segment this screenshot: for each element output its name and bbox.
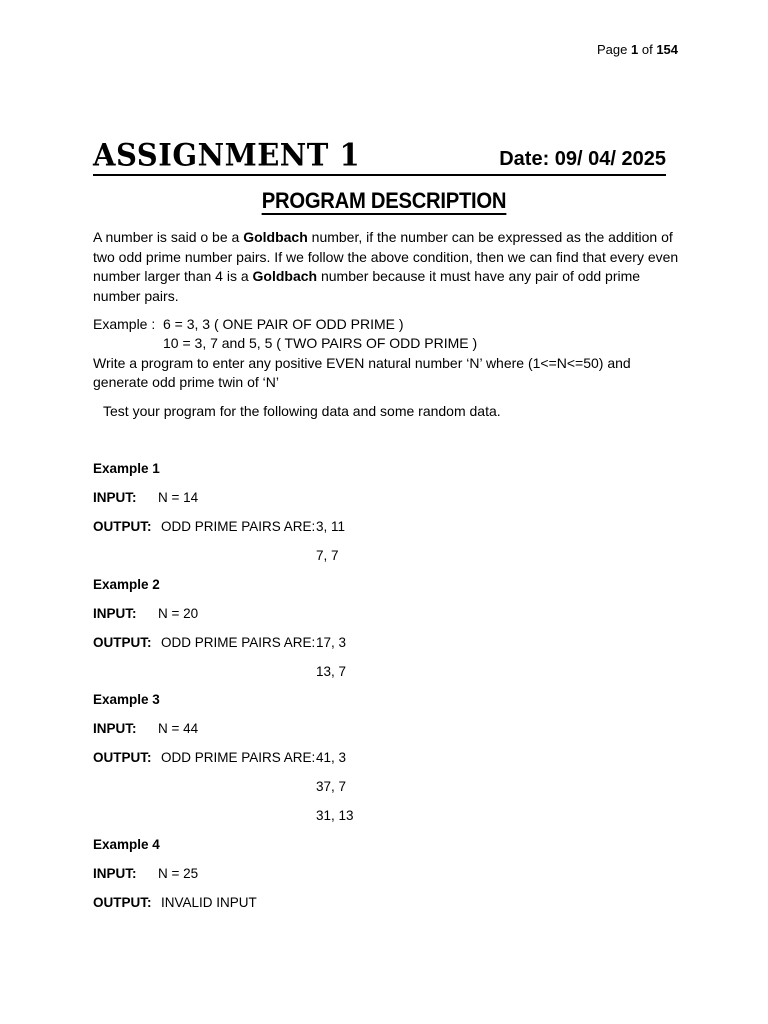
page-of: of	[641, 42, 653, 57]
example-3-input-label: INPUT:	[93, 721, 137, 736]
example-4-output-text: INVALID INPUT	[161, 895, 257, 910]
example-3-pair-2: 37, 7	[316, 779, 347, 794]
example-2-output-text: ODD PRIME PAIRS ARE:	[161, 635, 316, 650]
example-1-input-label: INPUT:	[93, 490, 137, 505]
test-line: Test your program for the following data and some random data.	[103, 403, 501, 419]
example-4-output-label: OUTPUT:	[93, 895, 152, 910]
example-3-title: Example 3	[93, 692, 160, 707]
intro-goldbach-1: Goldbach	[243, 229, 308, 245]
intro-text-2: number, if the number can be expressed as the addition of two odd prime number pairs. If we follow the above condition, then we can find that every even number larger than 4 is a	[93, 229, 679, 284]
write-line-1: Write a program to enter any positive EVEN natural number ‘N’ where (1<=N<=50) and	[93, 355, 631, 371]
page-number	[597, 42, 678, 57]
example-4-input-label: INPUT:	[93, 866, 137, 881]
intro-text-3: number because it must have any pair of odd prime number pairs.	[93, 268, 641, 304]
intro-goldbach-2: Goldbach	[252, 268, 318, 284]
example-2-title: Example 2	[93, 577, 160, 592]
example-3-output-label: OUTPUT:	[93, 750, 152, 765]
example-3-pair-3: 31, 13	[316, 808, 354, 823]
page-prefix: Page	[597, 42, 628, 57]
section-title-text: PROGRAM DESCRIPTION	[261, 188, 507, 213]
example-1-title: Example 1	[93, 461, 160, 476]
example-1-pair-1: 3, 11	[316, 519, 346, 534]
example-2-output-label: OUTPUT:	[93, 635, 152, 650]
write-line-2: generate odd prime twin of ‘N’	[93, 374, 279, 390]
example-3-input: N = 44	[158, 721, 199, 736]
example-2-pair-2: 13, 7	[316, 664, 347, 679]
example-1-input: N = 14	[158, 490, 199, 505]
assignment-title: ASSIGNMENT 1	[93, 137, 361, 173]
example-1-output-text: ODD PRIME PAIRS ARE:	[161, 519, 316, 534]
example-4-input: N = 25	[158, 866, 199, 881]
intro-text-1: A number is said o be a	[93, 229, 244, 245]
assignment-date: Date: 09/ 04/ 2025	[499, 148, 666, 170]
example-4-title: Example 4	[93, 837, 160, 852]
example-3-output-text: ODD PRIME PAIRS ARE:	[161, 750, 316, 765]
intro-paragraph	[93, 228, 683, 306]
example-line-2: 10 = 3, 7 and 5, 5 ( TWO PAIRS OF ODD PRIME )	[163, 335, 478, 351]
page-total: 154	[656, 42, 679, 57]
example-2-pair-1: 17, 3	[316, 635, 347, 650]
example-label: Example :	[93, 316, 156, 332]
example-1-pair-2: 7, 7	[316, 548, 339, 563]
example-3-pair-1: 41, 3	[316, 750, 347, 765]
example-2-input: N = 20	[158, 606, 199, 621]
example-2-input-label: INPUT:	[93, 606, 137, 621]
page-current: 1	[631, 42, 639, 57]
assignment-heading	[93, 136, 666, 176]
example-line-1: 6 = 3, 3 ( ONE PAIR OF ODD PRIME )	[163, 316, 404, 332]
example-1-output-label: OUTPUT:	[93, 519, 152, 534]
section-title	[31, 188, 738, 214]
